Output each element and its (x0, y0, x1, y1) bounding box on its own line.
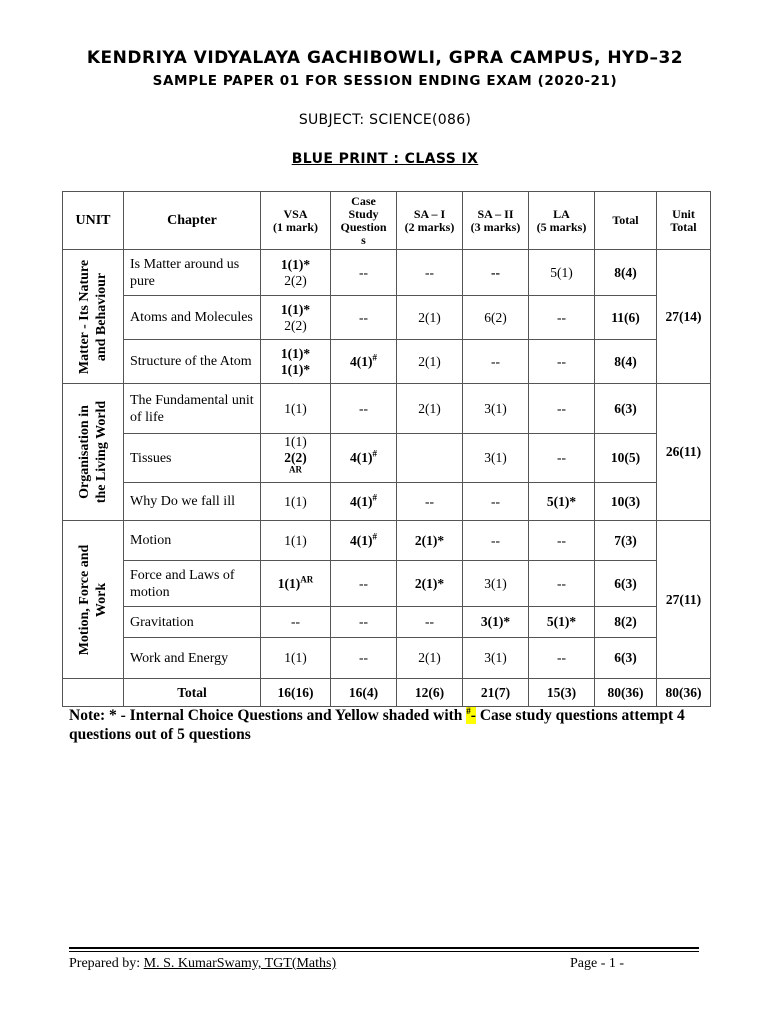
unit-label: Matter - Its Nature and Behaviour (63, 250, 124, 384)
case-cell: -- (331, 296, 397, 340)
table-row (63, 521, 711, 561)
chapter-name: Is Matter around us pure (124, 250, 261, 296)
case-cell: -- (331, 638, 397, 679)
header-unit: UNIT (63, 192, 124, 250)
la-cell: -- (529, 561, 595, 607)
sa2-cell: 3(1) (463, 638, 529, 679)
vsa-cell: $1(1)^{AR}$ (261, 561, 331, 607)
author-name: M. S. KumarSwamy, TGT(Maths) (143, 956, 337, 971)
total-cell: 6(3) (595, 561, 657, 607)
table-row (63, 340, 711, 384)
vsa-cell: 1(1) (261, 521, 331, 561)
sa2-cell: 3(1) (463, 434, 529, 483)
chapter-name: Why Do we fall ill (124, 483, 261, 521)
case-cell: 4(1)# (331, 340, 397, 384)
total-cell: 10(3) (595, 483, 657, 521)
case-cell: -- (331, 250, 397, 296)
chapter-name: Motion (124, 521, 261, 561)
header-unit-total: Unit Total (657, 192, 711, 250)
table-row (63, 561, 711, 607)
case-cell: -- (331, 561, 397, 607)
sa1-cell: 2(1)* (397, 561, 463, 607)
total-cell: 11(6) (595, 296, 657, 340)
vsa-cell: -- (261, 607, 331, 638)
la-cell: 5(1)* (529, 483, 595, 521)
totals-vsa: 16(16) (261, 679, 331, 707)
header-total: Total (595, 192, 657, 250)
sa2-cell: -- (463, 340, 529, 384)
case-cell: 4(1)# (331, 521, 397, 561)
sa1-cell: 2(1) (397, 296, 463, 340)
chapter-name: Structure of the Atom (124, 340, 261, 384)
vsa-cell: 1(1)* 2(2) (261, 296, 331, 340)
sa1-cell: 2(1) (397, 638, 463, 679)
la-cell: -- (529, 638, 595, 679)
header-case-study: Case Study Question s (331, 192, 397, 250)
totals-la: 15(3) (529, 679, 595, 707)
vsa-cell: 1(1) (261, 384, 331, 434)
vsa-cell: 1(1)* 2(2) (261, 250, 331, 296)
chapter-name: Work and Energy (124, 638, 261, 679)
sa2-cell: -- (463, 521, 529, 561)
paper-title: SAMPLE PAPER 01 FOR SESSION ENDING EXAM (2020-21) (152, 73, 618, 89)
totals-label: Total (124, 679, 261, 707)
total-cell: 6(3) (595, 638, 657, 679)
sa2-cell: 3(1) (463, 384, 529, 434)
totals-sa1: 12(6) (397, 679, 463, 707)
unit-label: Motion, Force and Work (63, 521, 124, 679)
sa2-cell: 3(1)* (463, 607, 529, 638)
sa2-cell: 3(1) (463, 561, 529, 607)
la-cell: 5(1) (529, 250, 595, 296)
la-cell: 5(1)* (529, 607, 595, 638)
total-cell: 8(2) (595, 607, 657, 638)
chapter-name: Gravitation (124, 607, 261, 638)
chapter-name: Atoms and Molecules (124, 296, 261, 340)
sa1-cell: 2(1)* (397, 521, 463, 561)
case-cell: 4(1)# (331, 434, 397, 483)
totals-blank (63, 679, 124, 707)
footer-rule-thin (69, 951, 699, 952)
sa1-cell (397, 434, 463, 483)
sa2-cell: -- (463, 250, 529, 296)
footer-prepared-by: Prepared by: M. S. KumarSwamy, TGT(Maths) (69, 956, 337, 971)
school-title: KENDRIYA VIDYALAYA GACHIBOWLI, GPRA CAMPUS, HYD–32 (86, 48, 684, 68)
la-cell: -- (529, 434, 595, 483)
header-la: LA (5 marks) (529, 192, 595, 250)
blueprint-table (62, 191, 711, 707)
table-row (63, 296, 711, 340)
totals-unit-total: 80(36) (657, 679, 711, 707)
highlight-mark: #- (466, 705, 476, 724)
la-cell: -- (529, 296, 595, 340)
page-number: Page - 1 - (570, 956, 625, 971)
totals-case: 16(4) (331, 679, 397, 707)
unit-label: Organisation in the Living World (63, 384, 124, 521)
totals-total: 80(36) (595, 679, 657, 707)
table-header-row (63, 192, 711, 250)
totals-sa2: 21(7) (463, 679, 529, 707)
sa2-cell: -- (463, 483, 529, 521)
sa2-cell: 6(2) (463, 296, 529, 340)
sa1-cell: 2(1) (397, 340, 463, 384)
unit-total-cell: 27(14) (657, 250, 711, 384)
subject-title: SUBJECT: SCIENCE(086) (298, 112, 472, 128)
total-cell: 10(5) (595, 434, 657, 483)
case-cell: 4(1)# (331, 483, 397, 521)
la-cell: -- (529, 384, 595, 434)
table-row (63, 250, 711, 296)
vsa-cell: 1(1) (261, 638, 331, 679)
sa1-cell: -- (397, 483, 463, 521)
header-chapter: Chapter (124, 192, 261, 250)
la-cell: -- (529, 340, 595, 384)
header-sa2: SA – II (3 marks) (463, 192, 529, 250)
chapter-name: Tissues (124, 434, 261, 483)
table-row (63, 638, 711, 679)
unit-total-cell: 27(11) (657, 521, 711, 679)
total-cell: 8(4) (595, 340, 657, 384)
vsa-cell: 1(1) (261, 483, 331, 521)
case-cell: -- (331, 607, 397, 638)
vsa-cell: 1(1) 2(2) $^{AR}$ (261, 434, 331, 483)
la-cell: -- (529, 521, 595, 561)
case-cell: -- (331, 384, 397, 434)
sa1-cell: -- (397, 250, 463, 296)
total-cell: 8(4) (595, 250, 657, 296)
table-row (63, 607, 711, 638)
table-row (63, 434, 711, 483)
chapter-name: The Fundamental unit of life (124, 384, 261, 434)
header-vsa: VSA (1 mark) (261, 192, 331, 250)
footer-rule (69, 947, 699, 949)
header-sa1: SA – I (2 marks) (397, 192, 463, 250)
sa1-cell: 2(1) (397, 384, 463, 434)
table-row (63, 483, 711, 521)
chapter-name: Force and Laws of motion (124, 561, 261, 607)
sa1-cell: -- (397, 607, 463, 638)
total-cell: 7(3) (595, 521, 657, 561)
note-text: Note: * - Internal Choice Questions and Yellow shaded with #- Case study questions attempt 4 questions out of 5 questions (69, 705, 685, 743)
table-row (63, 384, 711, 434)
vsa-cell: 1(1)* 1(1)* (261, 340, 331, 384)
total-cell: 6(3) (595, 384, 657, 434)
blueprint-title: BLUE PRINT : CLASS IX (291, 151, 479, 167)
totals-row (63, 679, 711, 707)
unit-total-cell: 26(11) (657, 384, 711, 521)
